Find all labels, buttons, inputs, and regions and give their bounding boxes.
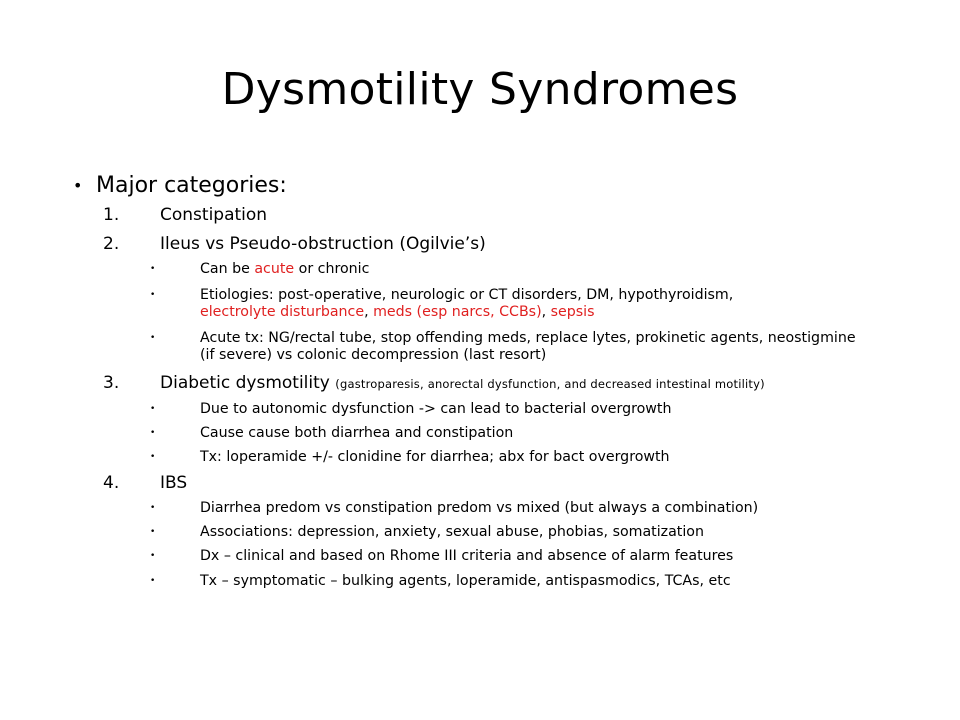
highlight-electrolyte: electrolyte disturbance <box>200 304 365 320</box>
highlight-meds: meds (esp narcs, CCBs) <box>373 304 542 320</box>
bullet-icon: • <box>73 176 83 195</box>
bullet-icon: • <box>150 290 156 300</box>
diabetic-point-1: • Due to autonomic dysfunction -> can lead to bacterial overgrowth <box>150 401 672 417</box>
bullet-icon: • <box>150 576 156 586</box>
bullet-icon: • <box>150 452 156 462</box>
major-categories-label: Major categories: <box>96 173 287 198</box>
bullet-icon: • <box>150 404 156 414</box>
category-number: 1. <box>103 205 120 225</box>
bullet-icon: • <box>150 333 156 343</box>
ibs-point-2: • Associations: depression, anxiety, sexual abuse, phobias, somatization <box>150 524 704 540</box>
bullet-icon: • <box>150 503 156 513</box>
bullet-icon: • <box>150 428 156 438</box>
bullet-icon: • <box>150 551 156 561</box>
category-number: 3. <box>103 373 120 393</box>
category-label: Diabetic dysmotility <box>160 373 330 393</box>
slide-title: Dysmotility Syndromes <box>221 64 739 115</box>
ibs-point-3: • Dx – clinical and based on Rhome III criteria and absence of alarm features <box>150 548 734 564</box>
category-note: (gastroparesis, anorectal dysfunction, and decreased intestinal motility) <box>335 377 765 391</box>
ibs-point-1: • Diarrhea predom vs constipation predom vs mixed (but always a combination) <box>150 500 759 516</box>
diabetic-point-2: • Cause cause both diarrhea and constipation <box>150 425 514 441</box>
ileus-point-1: • Can be acute or chronic <box>150 261 370 277</box>
category-number: 2. <box>103 234 120 254</box>
highlight-sepsis: sepsis <box>550 304 595 320</box>
category-number: 4. <box>103 473 120 493</box>
category-label: Constipation <box>160 205 268 225</box>
ileus-point-2: • Etiologies: post-operative, neurologic or CT disorders, DM, hypothyroidism, electrolyte disturbance, meds (esp narcs, CCBs), sepsis <box>150 287 734 320</box>
bullet-icon: • <box>150 527 156 537</box>
diabetic-point-3: • Tx: loperamide +/- clonidine for diarrhea; abx for bact overgrowth <box>150 449 670 465</box>
major-categories-item <box>73 172 287 200</box>
highlight-acute: acute <box>254 261 295 277</box>
category-label: Ileus vs Pseudo-obstruction (Ogilvie’s) <box>160 234 486 254</box>
ileus-point-3: • Acute tx: NG/rectal tube, stop offending meds, replace lytes, prokinetic agents, neostigmine (if severe) vs colonic decompression (last resort) <box>150 330 856 363</box>
category-label: IBS <box>160 473 188 493</box>
bullet-icon: • <box>150 264 156 274</box>
ibs-point-4: • Tx – symptomatic – bulking agents, loperamide, antispasmodics, TCAs, etc <box>150 573 731 589</box>
